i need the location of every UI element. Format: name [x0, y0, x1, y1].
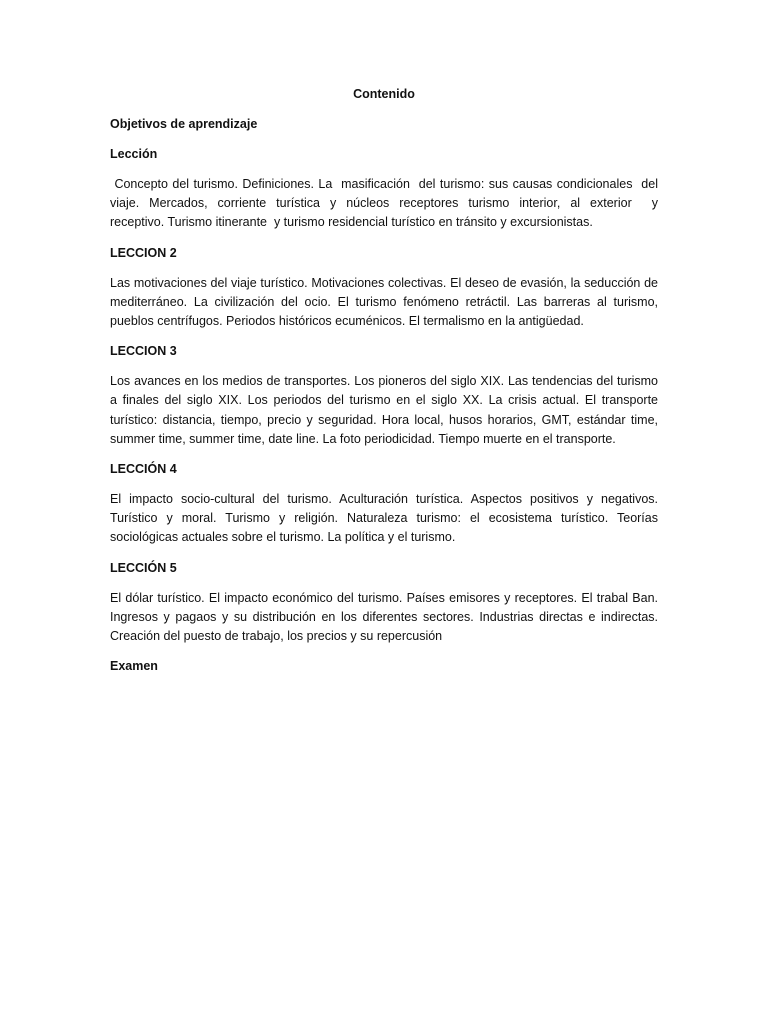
paragraph-leccion-4: El impacto socio-cultural del turismo. Aculturación turística. Aspectos positivos y negativos. Turístico y moral. Turismo y religión. Naturaleza turismo: el ecosistema turístico. Teorías sociológicas actuales sobre el turismo. La política y el turismo.	[110, 492, 658, 545]
heading-leccion-4: LECCIÓN 4	[110, 462, 177, 477]
heading-leccion-1: Lección	[110, 147, 158, 161]
document-title: Contenido	[353, 87, 415, 101]
heading-examen: Examen	[110, 659, 158, 674]
heading-leccion-3: LECCION 3	[110, 344, 177, 359]
paragraph-leccion-3: Los avances en los medios de transportes. Los pioneros del siglo XIX. Las tendencias del turismo a finales del siglo XIX. Los periodos del turismo en el siglo XX. La crisis actual. El transporte turístico: distancia, tiempo, precio y seguridad. Hora local, husos horarios, GMT, estándar time, summer time, summer time, date line. La foto periodicidad. Tiempo muerte en el transporte.	[110, 374, 658, 446]
heading-leccion-2: LECCION 2	[110, 245, 177, 260]
paragraph-leccion-1: Concepto del turismo. Definiciones. La masificación del turismo: sus causas condicionales del viaje. Mercados, corriente turística y núcleos receptores turismo interior, al exterior y receptivo. Turismo itinerante y turismo residencial turístico en tránsito y excursionistas.	[110, 177, 665, 230]
paragraph-leccion-5: El dólar turístico. El impacto económico del turismo. Países emisores y receptores. El trabal Ban. Ingresos y pagaos y su distribución en los diferentes sectores. Industrias directas e indirectas. Creación del puesto de trabajo, los precios y su repercusión	[110, 590, 658, 644]
heading-leccion-5: LECCIÓN 5	[110, 560, 177, 575]
paragraph-leccion-2: Las motivaciones del viaje turístico. Motivaciones colectivas. El deseo de evasión, la seducción de mediterráneo. La civilización del ocio. El turismo fenómeno retráctil. Las barreras al turismo, pueblos centrífugos. Periodos históricos ecuménicos. El termalismo en la antigüedad.	[110, 275, 658, 329]
heading-objetivos: Objetivos de aprendizaje	[110, 117, 258, 131]
